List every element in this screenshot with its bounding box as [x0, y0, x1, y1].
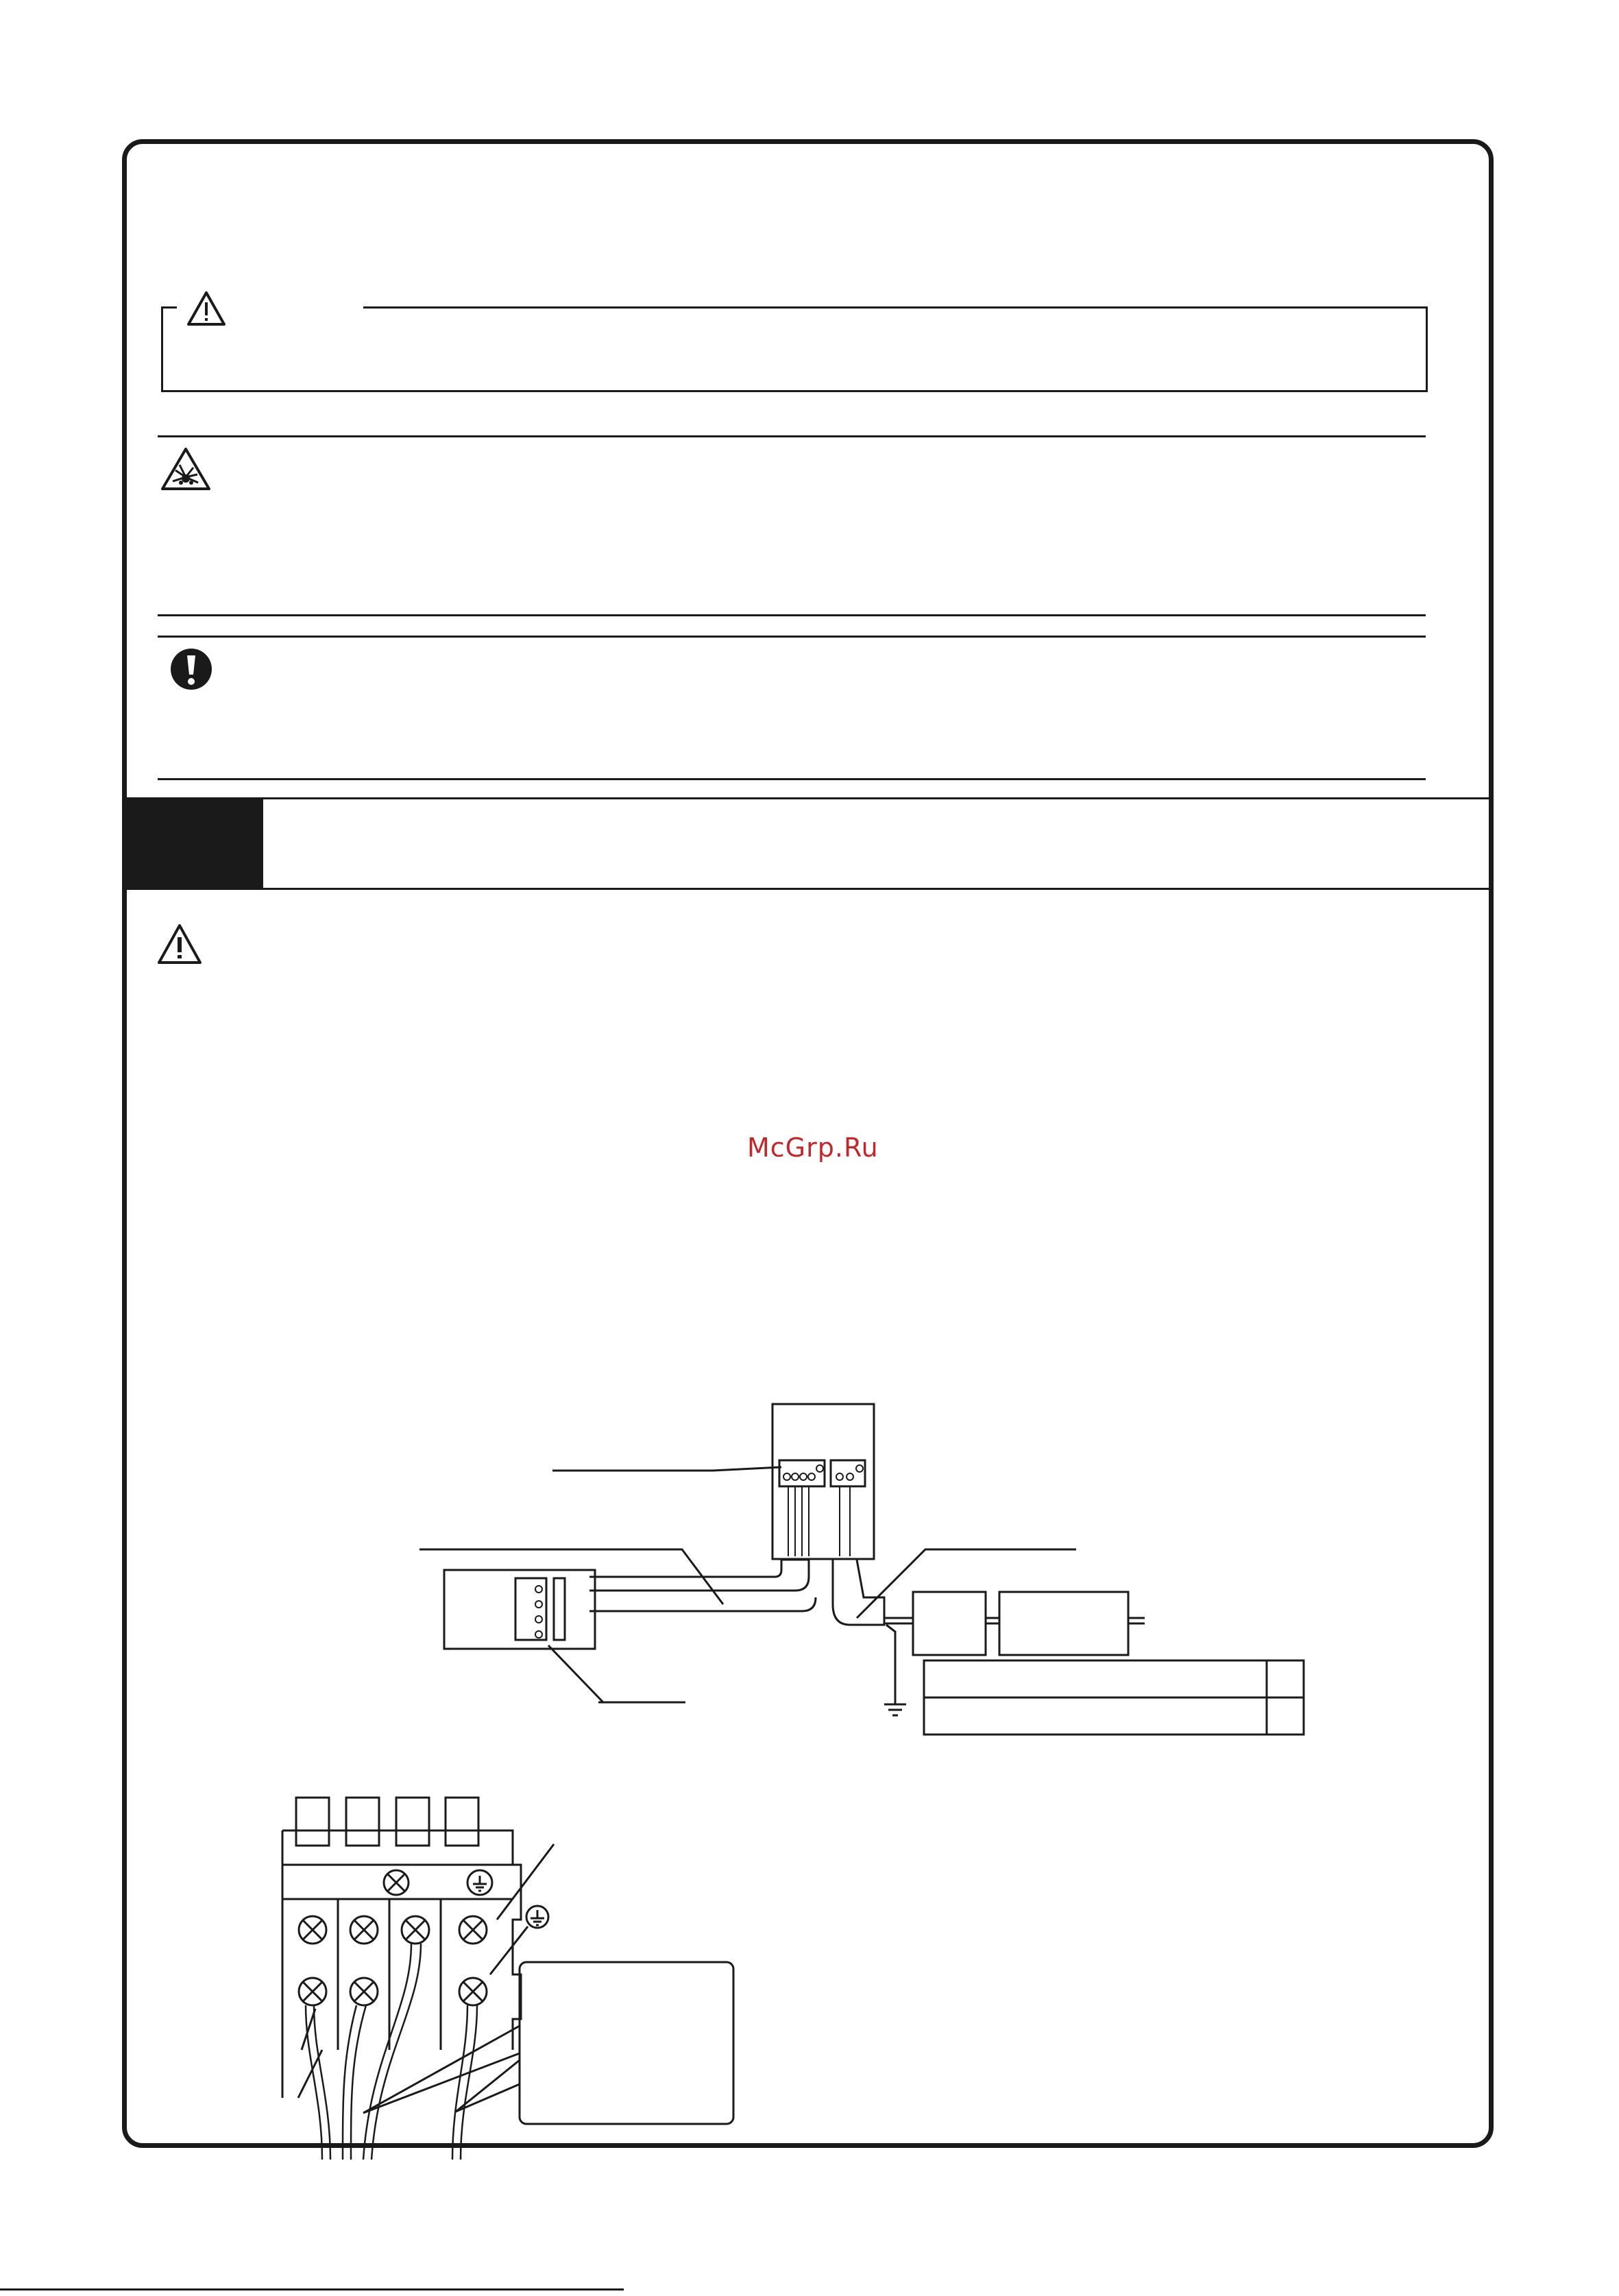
explosion-warning-icon — [160, 447, 211, 491]
terminal-block-closeup — [274, 1789, 768, 2160]
divider — [158, 614, 1426, 616]
power-supply-box — [999, 1592, 1128, 1655]
wiring-diagram — [411, 1399, 1316, 1755]
footer-rule — [0, 2288, 624, 2291]
caution-box — [161, 306, 1428, 392]
divider — [158, 636, 1426, 638]
warning-triangle-icon — [157, 923, 202, 965]
section-number-block — [122, 799, 263, 888]
breaker-box — [913, 1592, 986, 1655]
section-heading-band — [122, 797, 1494, 890]
mandatory-exclamation-icon — [169, 647, 213, 691]
callout-box — [520, 1962, 733, 2124]
divider — [158, 778, 1426, 780]
divider — [158, 435, 1426, 437]
watermark: McGrp.Ru — [747, 1133, 879, 1163]
warning-triangle-icon — [186, 291, 226, 326]
indoor-unit-box — [444, 1570, 595, 1649]
